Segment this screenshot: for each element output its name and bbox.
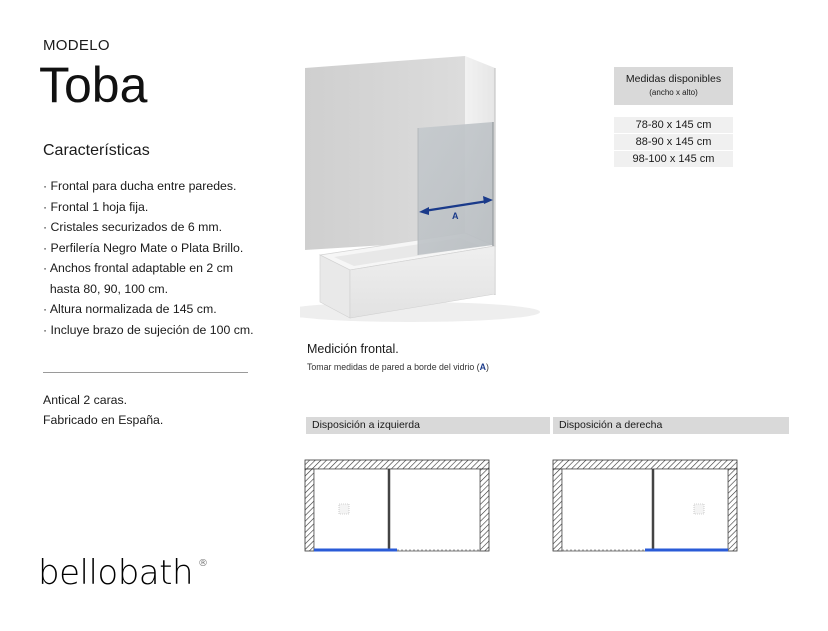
sizes-header-title: Medidas disponibles: [625, 73, 722, 85]
extra-features-list: [43, 390, 163, 430]
model-label: MODELO: [43, 37, 110, 54]
measurement-note-key: A: [479, 362, 486, 372]
logo-text: bellobath: [38, 553, 193, 592]
drain-icon: [694, 504, 704, 514]
drain-icon: [339, 504, 349, 514]
feature-item: · Frontal para ducha entre paredes.: [43, 179, 237, 193]
arrow-label: A: [452, 211, 459, 221]
disposition-right-header: Disposición a derecha: [553, 417, 789, 434]
sizes-header-subtitle: (ancho x alto): [649, 88, 698, 97]
sizes-list: [614, 117, 733, 168]
features-title: Características: [43, 142, 150, 159]
feature-item: · Frontal 1 hoja fija.: [43, 199, 149, 214]
feature-item: hasta 80, 90, 100 cm.: [43, 281, 169, 296]
section-divider: [43, 372, 248, 373]
model-name: Toba: [39, 57, 148, 113]
feature-item: · Altura normalizada de 145 cm.: [43, 302, 217, 316]
glass-panel: [418, 122, 493, 255]
extra-feature-item: Antical 2 caras.: [43, 393, 128, 407]
features-list: [43, 176, 254, 340]
feature-item: · Cristales securizados de 6 mm.: [43, 220, 223, 234]
feature-item: · Anchos frontal adaptable en 2 cm: [43, 261, 234, 275]
size-item: 88-90 x 145 cm: [614, 134, 733, 150]
measurement-note-end: ): [485, 362, 489, 372]
feature-item: · Incluye brazo de sujeción de 100 cm.: [43, 322, 254, 337]
sizes-header: [614, 67, 733, 105]
size-item: 98-100 x 145 cm: [614, 151, 733, 167]
measurement-title: Medición frontal.: [307, 342, 399, 356]
plan-left-diagram: [300, 458, 495, 558]
measurement-note: [307, 362, 489, 372]
feature-item: · Perfilería Negro Mate o Plata Brillo.: [43, 240, 244, 255]
measurement-note-text: Tomar medidas de pared a borde del vidrio (: [307, 362, 480, 372]
shower-render: [300, 50, 565, 325]
disposition-left-header: Disposición a izquierda: [306, 417, 550, 434]
brand-logo: [38, 552, 213, 592]
extra-feature-item: Fabricado en España.: [43, 413, 164, 427]
plan-right-diagram: [548, 458, 743, 558]
size-item: 78-80 x 145 cm: [614, 117, 733, 133]
registered-mark: ®: [198, 558, 208, 569]
